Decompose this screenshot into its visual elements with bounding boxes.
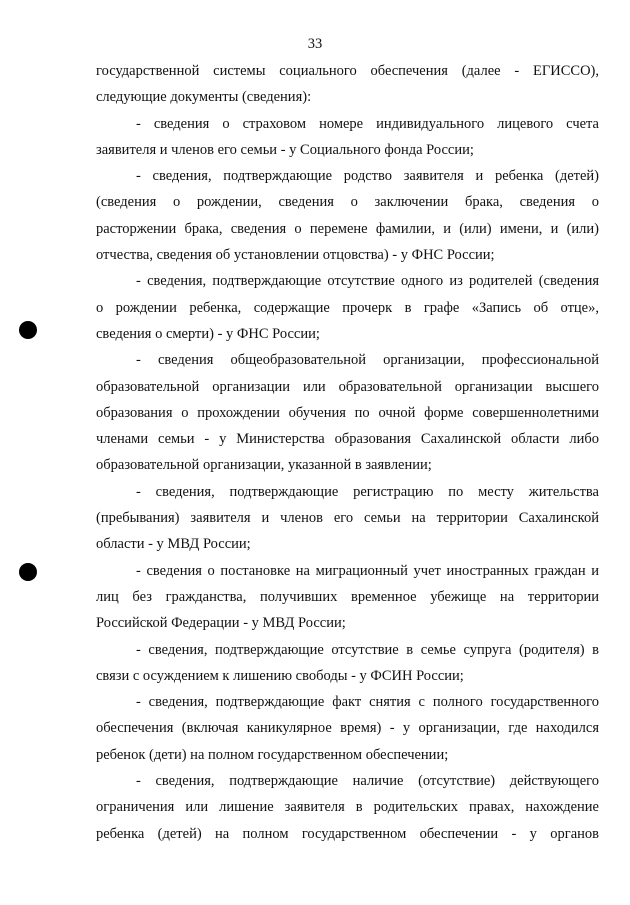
text-line: - сведения о страховом номере индивидуального лицевого счета (136, 115, 599, 132)
document-body (96, 58, 599, 847)
text-line: - сведения, подтверждающие отсутствие одного из родителей (сведения (136, 273, 599, 290)
binder-hole-top (19, 321, 37, 339)
text-line: образовательной организации или образовательной организации высшего (96, 378, 599, 395)
text-line: ограничения или лишение заявителя в родительских правах, нахождение (96, 799, 599, 816)
text-line: (сведения о рождении, сведения о заключении брака, сведения о (96, 194, 599, 211)
text-line: лиц без гражданства, получивших временное убежище на территории (96, 588, 599, 605)
text-line: отчества, сведения об установлении отцовства) - у ФНС России; (96, 247, 495, 264)
text-line: образования о прохождении обучения по очной форме совершеннолетними (96, 404, 599, 421)
text-line: - сведения, подтверждающие наличие (отсутствие) действующего (136, 773, 599, 790)
text-line: ребенка (детей) на полном государственном обеспечении - у органов (96, 825, 599, 842)
text-line: - сведения общеобразовательной организации, профессиональной (136, 352, 599, 369)
text-line: сведения о смерти) - у ФНС России; (96, 325, 320, 342)
text-line: - сведения, подтверждающие регистрацию по месту жительства (136, 483, 599, 500)
binder-hole-bottom (19, 563, 37, 581)
text-line: - сведения, подтверждающие отсутствие в семье супруга (родителя) в (136, 641, 599, 658)
text-line: - сведения, подтверждающие родство заявителя и ребенка (детей) (136, 168, 599, 185)
text-line: - сведения, подтверждающие факт снятия с полного государственного (136, 694, 599, 711)
text-line: заявителя и членов его семьи - у Социального фонда России; (96, 141, 474, 158)
text-line: расторжении брака, сведения о перемене фамилии, и (или) имени, и (или) (96, 220, 599, 237)
text-line: членами семьи - у Министерства образования Сахалинской области либо (96, 431, 599, 448)
text-line: ребенок (дети) на полном государственном обеспечении; (96, 746, 449, 763)
text-line: образовательной организации, указанной в заявлении; (96, 457, 432, 474)
text-line: следующие документы (сведения): (96, 89, 312, 106)
text-line: связи с осуждением к лишению свободы - у ФСИН России; (96, 667, 464, 684)
text-line: обеспечения (включая каникулярное время) - у организации, где находился (96, 720, 599, 737)
text-line: - сведения о постановке на миграционный учет иностранных граждан и (136, 562, 599, 579)
page-number: 33 (307, 36, 323, 52)
text-line: области - у МВД России; (96, 536, 251, 553)
text-line: Российской Федерации - у МВД России; (96, 615, 346, 632)
text-line: о рождении ребенка, содержащие прочерк в графе «Запись об отце», (96, 299, 599, 316)
text-line: (пребывания) заявителя и членов его семьи на территории Сахалинской (96, 510, 599, 527)
text-line: государственной системы социального обеспечения (далее - ЕГИССО), (96, 63, 599, 79)
